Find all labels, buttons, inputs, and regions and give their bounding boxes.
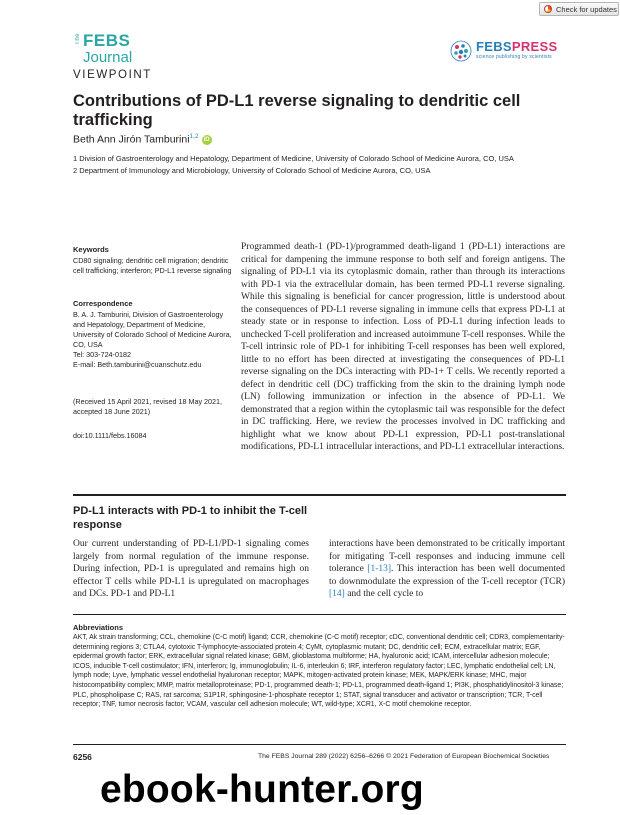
journal-logo-febs: FEBS: [83, 31, 131, 50]
section-heading: PD-L1 interacts with PD-1 to inhibit the T-cell response: [73, 505, 308, 531]
body-column-1: Our current understanding of PD-L1/PD-1 signaling comes largely from normal regulation of the immune response. During infection, PD-1 is upregulated and remains high on effector T cells while PD-L1 is upregulated on macrophages and DCs. PD-1 and PD-L1: [73, 539, 309, 599]
doi-link[interactable]: doi:10.1111/febs.16084: [73, 431, 147, 440]
page-number: 6256: [73, 752, 92, 762]
check-for-updates-button[interactable]: [539, 2, 619, 16]
reference-link-1-13[interactable]: [1-13]: [367, 564, 392, 574]
body-col2-part-b: . This interaction has been well documented to downmodulate the expression of the T-cell receptor (TCR): [329, 564, 565, 587]
watermark-text: ebook-hunter.org: [100, 768, 424, 811]
affiliation-2: 2 Department of Immunology and Microbiology, University of Colorado School of Medicine Aurora, CO, USA: [73, 166, 431, 175]
keywords-block: [73, 245, 233, 276]
footer-rule: [73, 744, 566, 745]
orcid-icon[interactable]: iD: [203, 136, 210, 143]
febs-press-name: [476, 39, 557, 54]
journal-logo-the: The: [75, 33, 81, 45]
affiliation-1: 1 Division of Gastroenterology and Hepatology, Department of Medicine, University of Colorado School of Medicine Aurora, CO, USA: [73, 154, 514, 163]
footer-citation: The FEBS Journal 289 (2022) 6256–6266 © 2021 Federation of European Biochemical Societies: [258, 753, 550, 760]
check-for-updates-label: Check for updates: [556, 5, 617, 14]
correspondence-email[interactable]: E-mail: Beth.tamburini@cuanschutz.edu: [73, 360, 202, 369]
abbreviations-text: AKT, Ak strain transforming; CCL, chemokine (C-C motif) ligand; CCR, chemokine (C-C motif) receptor; cDC, conventional dendritic cell; CDR3, complementarity-determining regions 3; CTLA4, cytotoxic T-lymphocyte-associated protein 4; CyMt, cytoplasmic mutant; DC, dendritic cell; ECM, extracellular matrix; EGF, epidermal growth factor; ERK, extracellular signal related kinase; GBM, glioblastoma multiforme; HA, hyaluronic acid; ICAM, intercellular adhesion molecule; ICOS, inducible T-cell costimulator; IFN, interferon; Ig, immunoglobulin; IL-6, interleukin 6; IRF, interferon regulatory factor; LEC, lymphatic endothelial cell; LN, lymph node; Lyve, lymphatic vessel endothelial hyaluronan receptor; MAPK, mitogen-activated protein kinase; MEK, MAPK/ERK kinase; MHC, major histocompatibility complex; MMP, matrix metalloproteinase; PD-1, programmed death-1; PD-L1, programmed death-ligand 1; PI3K, phosphatidylinositol-3 kinase; PLC, phospholipase C; RAS, rat sarcoma; S1P1R, sphingosine-1-phosphate receptor 1; STAT, signal transducer and activator or transcription; TCR, T-cell receptor; TNF, tumor necrosis factor; VCAM, vascular cell adhesion molecule; WT, wild-type; XCR1, X-C motif chemokine receptor.: [73, 634, 565, 709]
body-col2-part-c: and the cell cycle to: [344, 589, 424, 599]
received-dates: (Received 15 April 2021, revised 18 May 2021, accepted 18 June 2021): [73, 397, 223, 416]
author-line: [73, 133, 212, 146]
section-divider: [73, 494, 566, 496]
abbreviations-heading: Abbreviations: [73, 623, 124, 632]
febs-press-tagline: science publishing by scientists: [476, 54, 552, 60]
body-col2-part-a: interactions have been demonstrated to be critically important for mitigating T-cell responses and inducing immune cell tolerance: [329, 539, 565, 574]
crossmark-icon: [544, 5, 552, 13]
author-name[interactable]: Beth Ann Jirón Tamburini: [73, 133, 190, 146]
keywords-heading: Keywords: [73, 245, 109, 254]
correspondence-heading: Correspondence: [73, 299, 133, 308]
abbreviations-top-rule: [73, 614, 566, 615]
section-type-label: VIEWPOINT: [73, 69, 152, 81]
correspondence-block: [73, 299, 233, 370]
journal-logo-journal: Journal: [83, 49, 133, 66]
reference-link-14[interactable]: [14]: [329, 589, 345, 599]
febs-press-name-b: PRESS: [511, 39, 558, 54]
febs-press-logo: [450, 38, 570, 64]
journal-logo: [75, 31, 135, 67]
article-title: Contributions of PD-L1 reverse signaling to dendritic cell trafficking: [73, 92, 521, 129]
correspondence-tel: Tel: 303-724-0182: [73, 350, 131, 359]
keywords-text: CD80 signaling; dendritic cell migration; dendritic cell trafficking; interferon; PD-L1 reverse signaling: [73, 256, 232, 275]
abstract-text: Programmed death-1 (PD-1)/programmed death-ligand 1 (PD-L1) interactions are critical for dampening the immune response to both self and foreign antigens. The signaling of PD-L1 via its cytoplasmic domain, rather than through its interactions with PD-1 via the extracellular domain, has been termed PD-L1 reverse signaling. While this signaling is beneficial for cancer progression, little is understood about the consequences of PD-L1 reverse signaling in immune cells that express PD-L1 at steady state or in response to infection. Loss of PD-L1 during infection leads to unchecked T-cell proliferation and increased autoimmune T-cell responses. While the T-cell intrinsic role of PD-1 for inhibiting T-cell responses has been well explored, little to no effort has been directed at investigating the consequences of PD-L1 reverse signaling on the DCs interacting with PD-1+ T cells. We recently reported a defect in dendritic cell (DC) trafficking from the skin to the draining lymph node (LN) following immunization or infection in the absence of PD-L1. We demonstrated that a region within the cytoplasmic tail was responsible for the defect in DC trafficking. Here, we review the processes involved in DC trafficking and highlight what we know about PD-L1 expression, PD-L1 post-translational modifications, PD-L1 intracellular interactions, and PD-L1 extracellular interactions.: [241, 242, 565, 452]
body-column-2: [329, 538, 565, 601]
author-affiliation-sup[interactable]: 1,2: [189, 133, 199, 140]
correspondence-text: B. A. J. Tamburini, Division of Gastroenterology and Hepatology, Department of Medicine, University of Colorado School of Medicine Aurora, CO, USA: [73, 310, 232, 349]
febs-press-name-a: FEBS: [476, 39, 512, 54]
febs-press-globe-icon: [450, 40, 472, 62]
